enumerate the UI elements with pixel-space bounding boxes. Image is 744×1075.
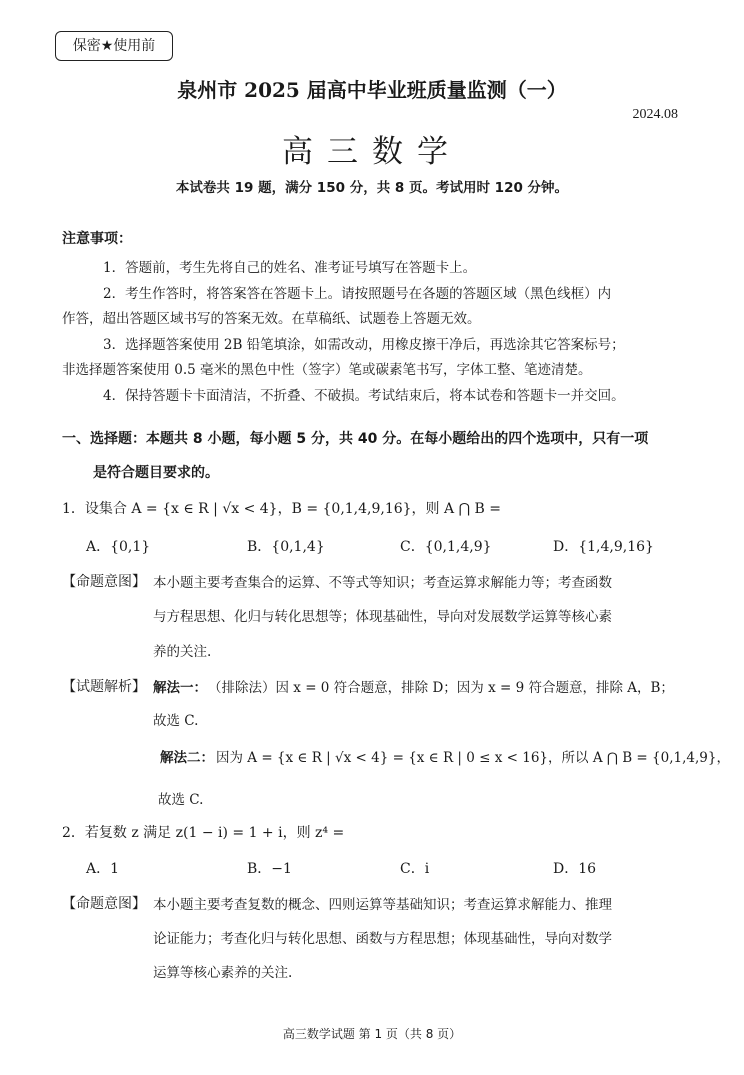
- exam-title: 泉州市 2025 届高中毕业班质量监测（一）: [177, 78, 567, 102]
- question-1-stem: 1．设集合 A = {x ∈ R | √x < 4}，B = {0,1,4,9,16}，则 A ⋂ B =: [62, 501, 501, 517]
- q2-option-c: C．i: [400, 861, 430, 877]
- q2-intent-line: 运算等核心素养的关注.: [153, 965, 293, 981]
- q2-option-a: A．1: [86, 861, 120, 877]
- q2-intent-line: 论证能力；考查化归与转化思想、函数与方程思想；体现基础性，导向对数学: [153, 931, 612, 947]
- notice-heading: 注意事项：: [62, 231, 132, 247]
- q1-method1-label: 解法一：: [153, 680, 207, 696]
- q1-method1-text: （排除法）因 x = 0 符合题意，排除 D；因为 x = 9 符合题意，排除 A，B；: [208, 680, 674, 696]
- q1-analysis-tag: 【试题解析】: [62, 679, 146, 695]
- question-2-stem: 2．若复数 z 满足 z(1 − i) = 1 + i，则 z⁴ =: [62, 825, 345, 841]
- q1-method2-conclusion: 故选 C.: [158, 792, 204, 808]
- q1-intent-line: 本小题主要考查集合的运算、不等式等知识；考查运算求解能力等；考查函数: [153, 575, 612, 591]
- exam-date: 2024.08: [632, 107, 678, 122]
- q1-intent-line: 与方程思想、化归与转化思想等；体现基础性，导向对发展数学运算等核心素: [153, 609, 612, 625]
- q1-intent-tag: 【命题意图】: [62, 574, 146, 590]
- q1-method2-label: 解法二：: [160, 750, 214, 766]
- q1-option-b: B．{0,1,4}: [247, 539, 325, 555]
- q1-option-d: D．{1,4,9,16}: [553, 539, 654, 555]
- q2-option-d: D．16: [553, 861, 597, 877]
- notice-item: 非选择题答案使用 0.5 毫米的黑色中性（签字）笔或碳素笔书写，字体工整、笔迹清楚。: [62, 362, 592, 378]
- notice-item: 1．答题前，考生先将自己的姓名、准考证号填写在答题卡上。: [103, 260, 477, 276]
- q1-intent-line: 养的关注.: [153, 644, 212, 660]
- page-footer: 高三数学试题 第 1 页（共 8 页）: [282, 1027, 462, 1041]
- q2-intent-line: 本小题主要考查复数的概念、四则运算等基础知识；考查运算求解能力、推理: [153, 897, 612, 913]
- q1-option-a: A．{0,1}: [86, 539, 151, 555]
- notice-item: 作答，超出答题区域书写的答案无效。在草稿纸、试题卷上答题无效。: [62, 311, 481, 327]
- q1-method2-text: 因为 A = {x ∈ R | √x < 4} = {x ∈ R | 0 ≤ x < 16}，所以 A ⋂ B = {0,1,4,9}，: [216, 750, 730, 766]
- notice-item: 2．考生作答时，将答案答在答题卡上。请按照题号在各题的答题区域（黑色线框）内: [103, 286, 612, 302]
- q1-option-c: C．{0,1,4,9}: [400, 539, 492, 555]
- section-heading: 一、选择题：本题共 8 小题，每小题 5 分，共 40 分。在每小题给出的四个选项中，只有一项: [62, 431, 649, 447]
- exam-info: 本试卷共 19 题，满分 150 分，共 8 页。考试用时 120 分钟。: [175, 180, 569, 196]
- confidential-badge: 保密★使用前: [55, 31, 173, 61]
- q2-option-b: B．−1: [247, 861, 292, 877]
- q1-method1-conclusion: 故选 C.: [153, 713, 199, 729]
- subject-title: 高三数学: [282, 134, 462, 170]
- section-heading-cont: 是符合题目要求的。: [93, 465, 219, 481]
- q2-intent-tag: 【命题意图】: [62, 896, 146, 912]
- notice-item: 4．保持答题卡卡面清洁，不折叠、不破损。考试结束后，将本试卷和答题卡一并交回。: [103, 388, 625, 404]
- notice-item: 3．选择题答案使用 2B 铅笔填涂，如需改动，用橡皮擦干净后，再选涂其它答案标号；: [103, 337, 625, 353]
